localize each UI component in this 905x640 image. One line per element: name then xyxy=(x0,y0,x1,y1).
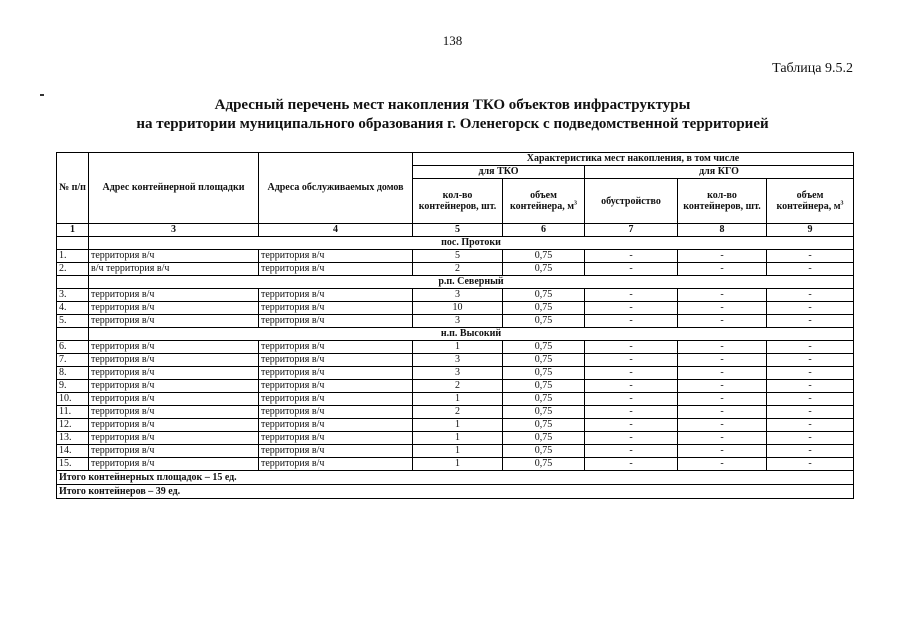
kgo-volume: - xyxy=(767,419,854,432)
column-number: 6 xyxy=(503,224,585,237)
tko-volume: 0,75 xyxy=(503,432,585,445)
kgo-volume: - xyxy=(767,289,854,302)
served-address: территория в/ч xyxy=(259,250,413,263)
tko-volume: 0,75 xyxy=(503,315,585,328)
table-row xyxy=(57,367,854,380)
kgo-count: - xyxy=(678,380,767,393)
kgo-facility: - xyxy=(585,315,678,328)
kgo-volume: - xyxy=(767,302,854,315)
section-name: н.п. Высокий xyxy=(89,328,854,341)
kgo-count: - xyxy=(678,367,767,380)
kgo-facility: - xyxy=(585,380,678,393)
tko-volume: 0,75 xyxy=(503,406,585,419)
site-address: территория в/ч xyxy=(89,367,259,380)
served-address: территория в/ч xyxy=(259,367,413,380)
table-row xyxy=(57,250,854,263)
served-address: территория в/ч xyxy=(259,341,413,354)
served-address: территория в/ч xyxy=(259,380,413,393)
tko-count: 5 xyxy=(413,250,503,263)
section-name: пос. Протоки xyxy=(89,237,854,250)
section-row xyxy=(57,237,854,250)
kgo-facility: - xyxy=(585,302,678,315)
row-number: 13. xyxy=(57,432,89,445)
table-row xyxy=(57,432,854,445)
table-label: Таблица 9.5.2 xyxy=(772,61,853,76)
table-row xyxy=(57,341,854,354)
tko-count: 3 xyxy=(413,289,503,302)
header-tko-volume xyxy=(503,179,585,224)
document-title xyxy=(0,96,905,134)
kgo-count: - xyxy=(678,419,767,432)
kgo-facility: - xyxy=(585,250,678,263)
table-row xyxy=(57,263,854,276)
row-number: 10. xyxy=(57,393,89,406)
tko-count: 1 xyxy=(413,419,503,432)
total-containers: Итого контейнеров – 39 ед. xyxy=(57,485,854,499)
row-number: 15. xyxy=(57,458,89,471)
column-number: 1 xyxy=(57,224,89,237)
tko-volume: 0,75 xyxy=(503,393,585,406)
row-number: 3. xyxy=(57,289,89,302)
column-number: 7 xyxy=(585,224,678,237)
column-number: 9 xyxy=(767,224,854,237)
document-title-line-2: на территории муниципального образования г. Оленегорск с подведомственной территорией xyxy=(136,116,769,132)
site-address: территория в/ч xyxy=(89,250,259,263)
kgo-facility: - xyxy=(585,367,678,380)
kgo-facility: - xyxy=(585,406,678,419)
section-name: р.п. Северный xyxy=(89,276,854,289)
kgo-volume: - xyxy=(767,250,854,263)
site-address: в/ч территория в/ч xyxy=(89,263,259,276)
kgo-volume: - xyxy=(767,315,854,328)
header-kgo-volume xyxy=(767,179,854,224)
site-address: территория в/ч xyxy=(89,289,259,302)
table-body xyxy=(57,224,854,471)
header-tko-volume-exp: 3 xyxy=(574,200,578,207)
row-number: 6. xyxy=(57,341,89,354)
table-row xyxy=(57,445,854,458)
kgo-volume: - xyxy=(767,354,854,367)
served-address: территория в/ч xyxy=(259,445,413,458)
kgo-count: - xyxy=(678,302,767,315)
kgo-volume: - xyxy=(767,445,854,458)
table-row xyxy=(57,393,854,406)
table-row xyxy=(57,406,854,419)
tko-count: 1 xyxy=(413,445,503,458)
column-number-row xyxy=(57,224,854,237)
row-number: 5. xyxy=(57,315,89,328)
row-number: 1. xyxy=(57,250,89,263)
tko-count: 1 xyxy=(413,432,503,445)
kgo-count: - xyxy=(678,315,767,328)
row-number: 7. xyxy=(57,354,89,367)
table-row xyxy=(57,380,854,393)
kgo-count: - xyxy=(678,406,767,419)
column-number: 8 xyxy=(678,224,767,237)
kgo-count: - xyxy=(678,250,767,263)
row-number: 14. xyxy=(57,445,89,458)
document-title-line-1: Адресный перечень мест накопления ТКО объектов инфраструктуры xyxy=(214,97,691,113)
served-address: территория в/ч xyxy=(259,263,413,276)
served-address: территория в/ч xyxy=(259,315,413,328)
kgo-volume: - xyxy=(767,263,854,276)
tko-volume: 0,75 xyxy=(503,289,585,302)
site-address: территория в/ч xyxy=(89,302,259,315)
tko-volume: 0,75 xyxy=(503,302,585,315)
tko-volume: 0,75 xyxy=(503,458,585,471)
kgo-count: - xyxy=(678,354,767,367)
tko-count: 2 xyxy=(413,263,503,276)
served-address: территория в/ч xyxy=(259,393,413,406)
site-address: территория в/ч xyxy=(89,406,259,419)
waste-sites-table xyxy=(56,152,854,499)
header-kgo: для КГО xyxy=(585,166,854,179)
kgo-count: - xyxy=(678,289,767,302)
tko-volume: 0,75 xyxy=(503,445,585,458)
table-row xyxy=(57,315,854,328)
kgo-count: - xyxy=(678,393,767,406)
kgo-volume: - xyxy=(767,406,854,419)
kgo-volume: - xyxy=(767,341,854,354)
section-row xyxy=(57,276,854,289)
tko-volume: 0,75 xyxy=(503,263,585,276)
header-kgo-volume-exp: 3 xyxy=(840,200,844,207)
tko-count: 3 xyxy=(413,367,503,380)
served-address: территория в/ч xyxy=(259,406,413,419)
section-row xyxy=(57,328,854,341)
site-address: территория в/ч xyxy=(89,432,259,445)
tko-count: 1 xyxy=(413,341,503,354)
header-tko: для ТКО xyxy=(413,166,585,179)
site-address: территория в/ч xyxy=(89,458,259,471)
header-tko-count: кол-во контейнеров, шт. xyxy=(413,179,503,224)
tko-count: 2 xyxy=(413,406,503,419)
tko-count: 2 xyxy=(413,380,503,393)
column-number: 3 xyxy=(89,224,259,237)
section-blank-cell xyxy=(57,328,89,341)
row-number: 12. xyxy=(57,419,89,432)
kgo-volume: - xyxy=(767,458,854,471)
section-blank-cell xyxy=(57,237,89,250)
kgo-facility: - xyxy=(585,341,678,354)
tko-count: 3 xyxy=(413,315,503,328)
kgo-facility: - xyxy=(585,419,678,432)
kgo-count: - xyxy=(678,458,767,471)
row-number: 2. xyxy=(57,263,89,276)
tko-count: 1 xyxy=(413,393,503,406)
served-address: территория в/ч xyxy=(259,432,413,445)
site-address: территория в/ч xyxy=(89,380,259,393)
table-row xyxy=(57,302,854,315)
kgo-facility: - xyxy=(585,445,678,458)
site-address: территория в/ч xyxy=(89,419,259,432)
tko-count: 1 xyxy=(413,458,503,471)
row-number: 8. xyxy=(57,367,89,380)
header-num: № п/п xyxy=(57,153,89,224)
kgo-volume: - xyxy=(767,393,854,406)
served-address: территория в/ч xyxy=(259,419,413,432)
table-row xyxy=(57,289,854,302)
tko-volume: 0,75 xyxy=(503,354,585,367)
kgo-count: - xyxy=(678,445,767,458)
kgo-facility: - xyxy=(585,289,678,302)
tko-volume: 0,75 xyxy=(503,250,585,263)
total-sites: Итого контейнерных площадок – 15 ед. xyxy=(57,471,854,485)
header-served-addresses: Адреса обслуживаемых домов xyxy=(259,153,413,224)
kgo-facility: - xyxy=(585,458,678,471)
table-row xyxy=(57,354,854,367)
site-address: территория в/ч xyxy=(89,315,259,328)
site-address: территория в/ч xyxy=(89,341,259,354)
served-address: территория в/ч xyxy=(259,302,413,315)
kgo-count: - xyxy=(678,341,767,354)
header-kgo-facility: обустройство xyxy=(585,179,678,224)
table-row xyxy=(57,419,854,432)
header-tko-volume-text: объем контейнера, м xyxy=(509,190,575,212)
kgo-volume: - xyxy=(767,432,854,445)
served-address: территория в/ч xyxy=(259,458,413,471)
served-address: территория в/ч xyxy=(259,354,413,367)
header-kgo-count: кол-во контейнеров, шт. xyxy=(678,179,767,224)
kgo-volume: - xyxy=(767,380,854,393)
header-kgo-volume-text: объем контейнера, м xyxy=(776,190,841,212)
page-number: 138 xyxy=(442,33,463,48)
site-address: территория в/ч xyxy=(89,445,259,458)
kgo-count: - xyxy=(678,263,767,276)
kgo-facility: - xyxy=(585,393,678,406)
tko-volume: 0,75 xyxy=(503,419,585,432)
site-address: территория в/ч xyxy=(89,393,259,406)
tko-count: 3 xyxy=(413,354,503,367)
kgo-facility: - xyxy=(585,354,678,367)
column-number: 4 xyxy=(259,224,413,237)
row-number: 9. xyxy=(57,380,89,393)
tko-volume: 0,75 xyxy=(503,367,585,380)
row-number: 4. xyxy=(57,302,89,315)
served-address: территория в/ч xyxy=(259,289,413,302)
table-row xyxy=(57,458,854,471)
header-characteristics: Характеристика мест накопления, в том числе xyxy=(413,153,854,166)
header-site-address: Адрес контейнерной площадки xyxy=(89,153,259,224)
kgo-volume: - xyxy=(767,367,854,380)
kgo-count: - xyxy=(678,432,767,445)
row-number: 11. xyxy=(57,406,89,419)
tko-volume: 0,75 xyxy=(503,341,585,354)
column-number: 5 xyxy=(413,224,503,237)
kgo-facility: - xyxy=(585,432,678,445)
tko-volume: 0,75 xyxy=(503,380,585,393)
site-address: территория в/ч xyxy=(89,354,259,367)
kgo-facility: - xyxy=(585,263,678,276)
section-blank-cell xyxy=(57,276,89,289)
tko-count: 10 xyxy=(413,302,503,315)
